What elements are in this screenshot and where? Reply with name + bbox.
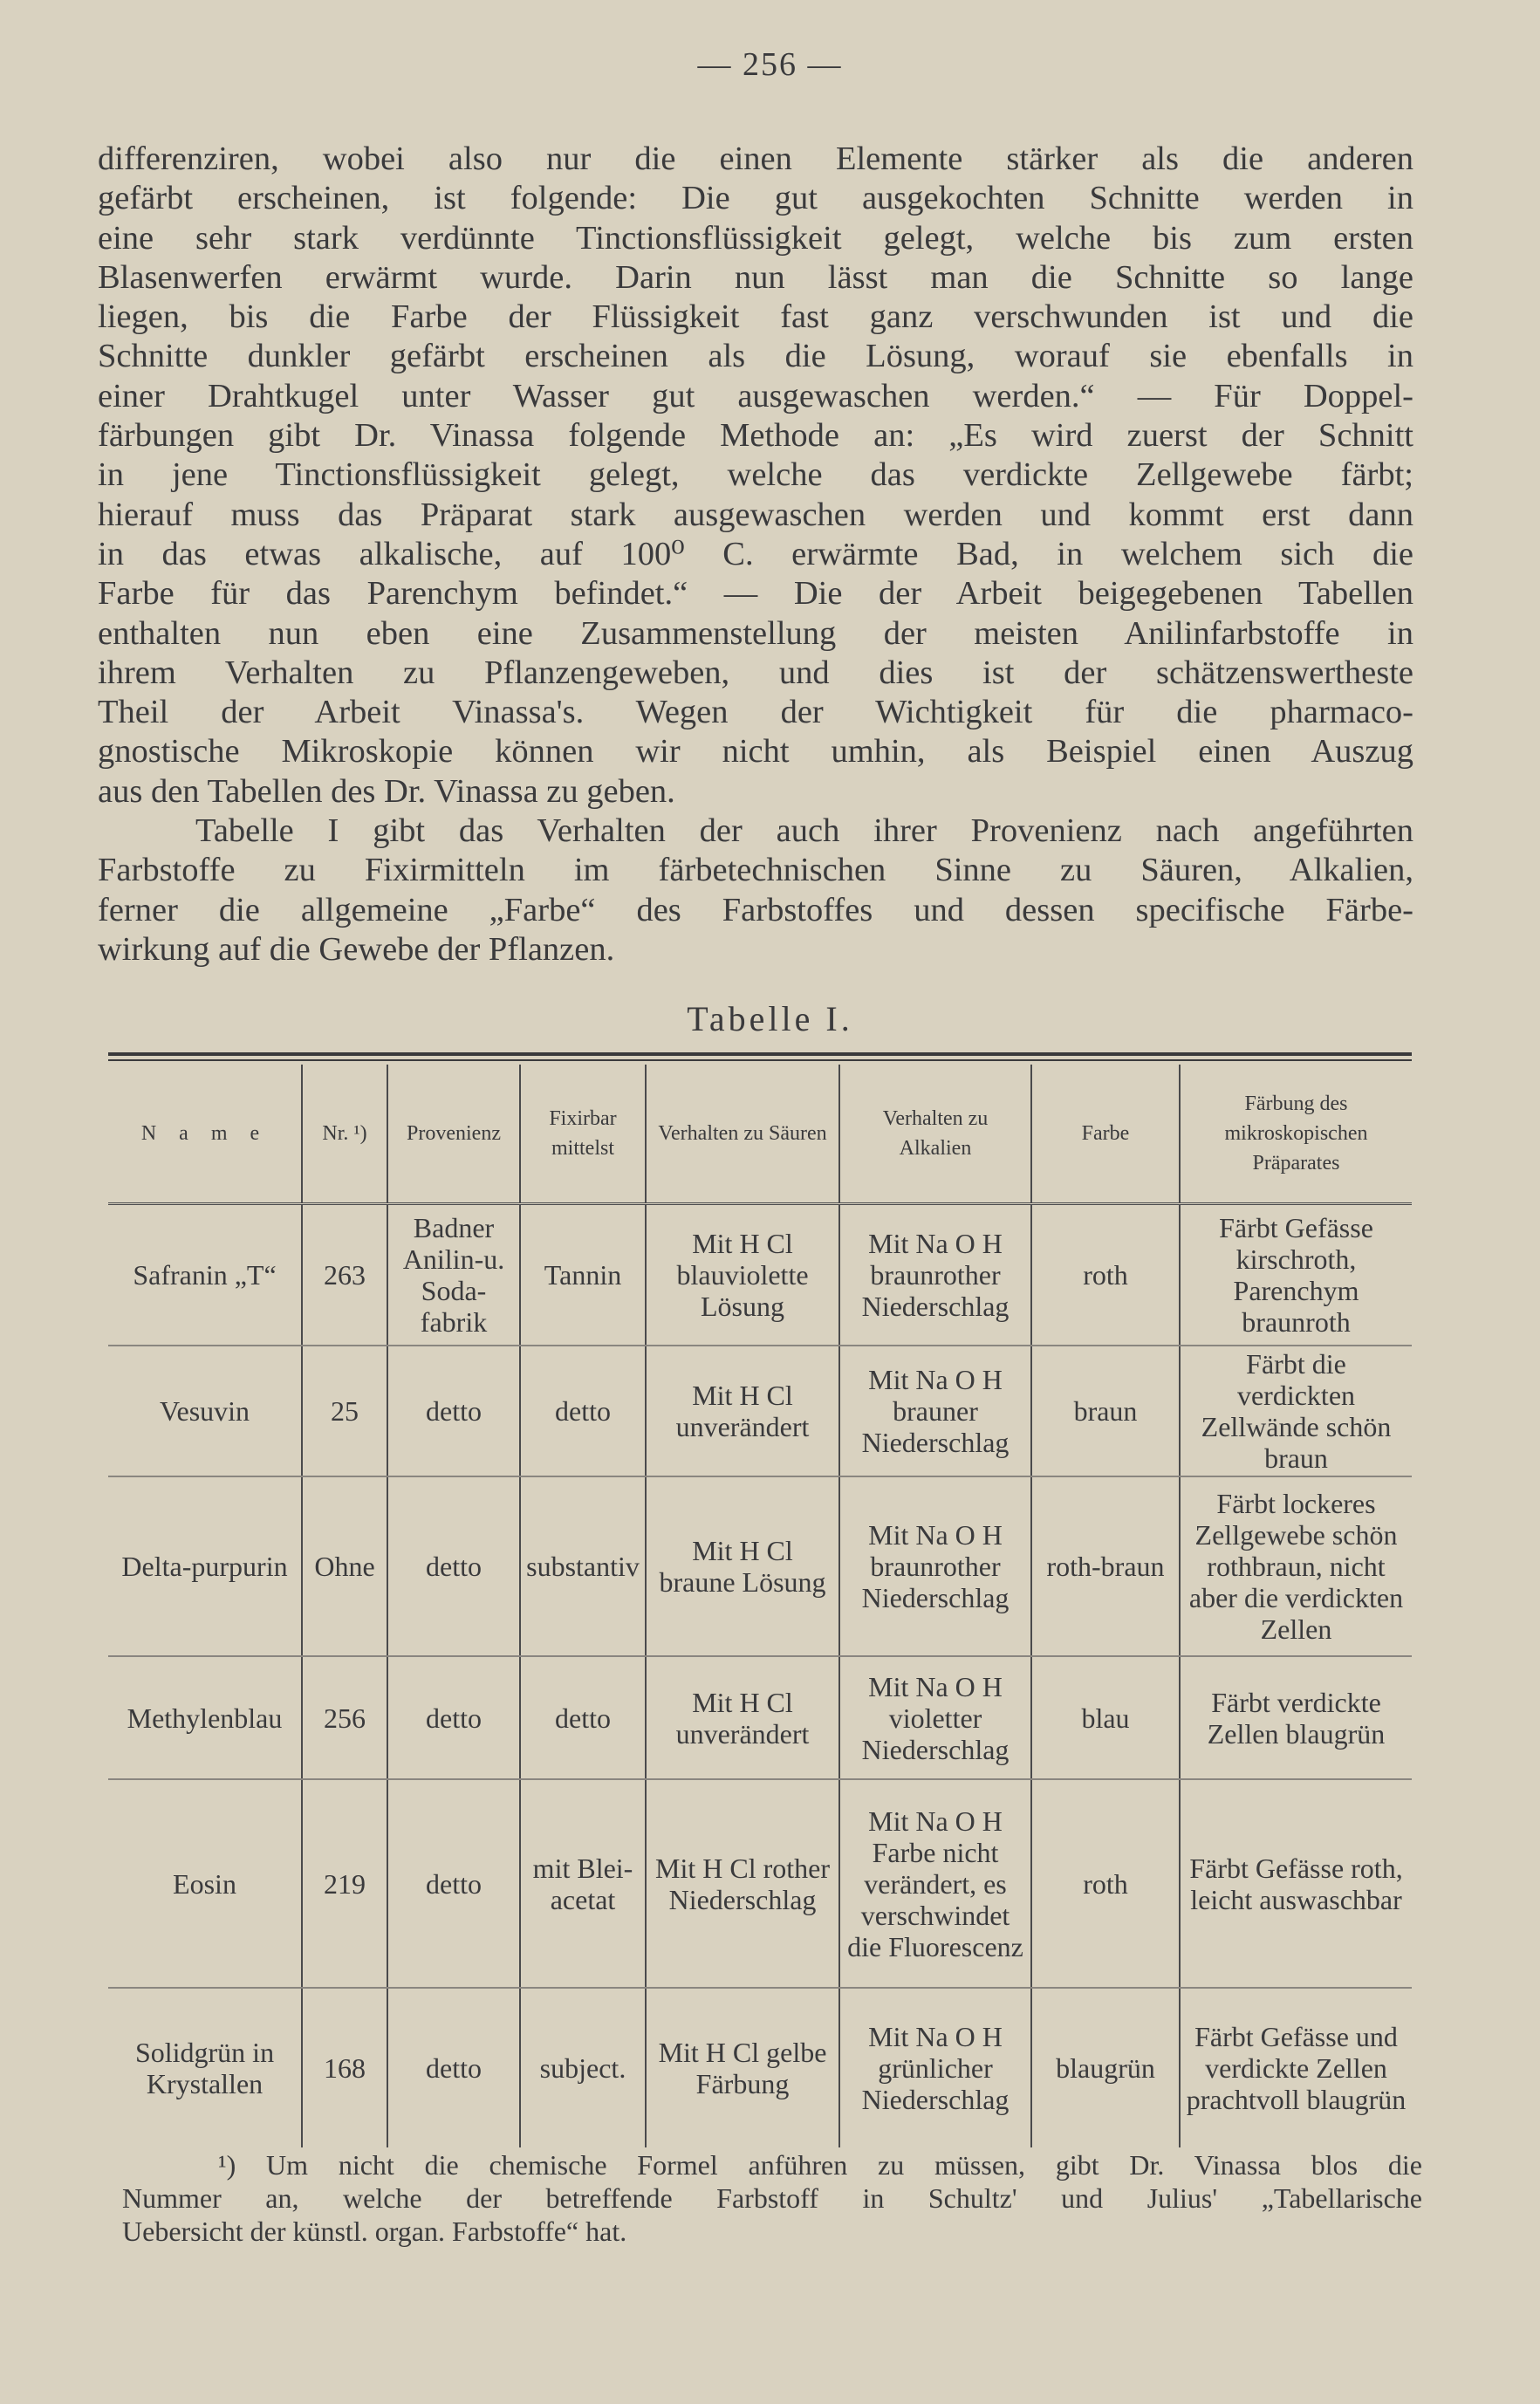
cell-provenance: detto — [387, 1656, 520, 1779]
cell-name: Solidgrün in Krystallen — [134, 2037, 275, 2099]
text-line: gnostische Mikroskopie können wir nicht umhin, als Beispiel einen Auszug — [98, 733, 1413, 771]
text-line: Blasenwerfen erwärmt wurde. Darin nun lässt man die Schnitte so lange — [98, 258, 1413, 296]
header-colour: Farbe — [1031, 1065, 1180, 1204]
cell-alkalis: Mit Na O H Farbe nicht verändert, es verschwindet die Fluorescenz — [839, 1779, 1031, 1988]
cell-colour: roth — [1031, 1204, 1180, 1346]
text-line: enthalten nun eben eine Zusammenstellung der meisten Anilinfarbstoffe in — [98, 614, 1413, 652]
cell-fixing: Tannin — [520, 1204, 646, 1346]
cell-number: 25 — [302, 1346, 387, 1476]
cell-staining: Färbt Gefässe roth, leicht auswaschbar — [1180, 1779, 1412, 1988]
cell-name: Methylenblau — [108, 1656, 302, 1779]
cell-fixing: detto — [520, 1656, 646, 1779]
header-name: N a m e — [108, 1065, 302, 1204]
cell-number: 263 — [302, 1204, 387, 1346]
cell-acids: Mit H Cl unverändert — [646, 1656, 839, 1779]
text-line: differenziren, wobei also nur die einen Elemente stärker als die anderen — [98, 140, 1413, 177]
cell-provenance: detto — [387, 1988, 520, 2147]
table-header-row — [108, 1065, 1412, 1204]
cell-acids: Mit H Cl braune Lösung — [646, 1476, 839, 1656]
cell-number: Ohne — [302, 1476, 387, 1656]
cell-name: Eosin — [108, 1779, 302, 1988]
cell-name: Delta-purpurin — [108, 1476, 302, 1656]
header-fixing: Fixirbar mittelst — [520, 1065, 646, 1204]
text-line: liegen, bis die Farbe der Flüssigkeit fast ganz verschwunden ist und die — [98, 298, 1413, 336]
cell-alkalis: Mit Na O H grünlicher Niederschlag — [839, 1988, 1031, 2147]
header-provenance: Provenienz — [387, 1065, 520, 1204]
cell-name: Safranin „T“ — [108, 1204, 302, 1346]
text-line: Schnitte dunkler gefärbt erscheinen als die Lösung, worauf sie ebenfalls in — [98, 338, 1413, 375]
cell-alkalis: Mit Na O H braunrother Niederschlag — [839, 1476, 1031, 1656]
page-number: — 256 — — [697, 46, 843, 83]
text-line: ihrem Verhalten zu Pflanzengeweben, und dies ist der schätzenswertheste — [98, 654, 1413, 691]
cell-acids: Mit H Cl blauviolette Lösung — [646, 1204, 839, 1346]
cell-staining: Färbt Gefässe kirschroth, Parenchym braunroth — [1180, 1204, 1412, 1346]
cell-staining: Färbt lockeres Zellgewebe schön rothbraun, nicht aber die verdickten Zellen — [1180, 1476, 1412, 1656]
cell-staining: Färbt Gefässe und verdickte Zellen prachtvoll blaugrün — [1180, 1988, 1412, 2147]
cell-colour: roth-braun — [1031, 1476, 1180, 1656]
cell-fixing: detto — [520, 1346, 646, 1476]
cell-number: 219 — [302, 1779, 387, 1988]
footnote-line: Uebersicht der künstl. organ. Farbstoffe“ hat. — [122, 2216, 627, 2247]
text-line: ferner die allgemeine „Farbe“ des Farbstoffes und dessen specifische Färbe- — [98, 891, 1413, 928]
text-line: einer Drahtkugel unter Wasser gut ausgewaschen werden.“ — Für Doppel- — [98, 377, 1413, 414]
table-row — [108, 1346, 1412, 1476]
text-line: eine sehr stark verdünnte Tinctionsflüssigkeit gelegt, welche bis zum ersten — [98, 219, 1413, 257]
table-title: Tabelle I. — [687, 999, 853, 1038]
cell-provenance: detto — [387, 1779, 520, 1988]
header-staining: Färbung des mikroskopischen Präparates — [1180, 1065, 1412, 1204]
text-line: Farbstoffe zu Fixirmitteln im färbetechnischen Sinne zu Säuren, Alkalien, — [98, 852, 1413, 889]
table-row — [108, 1656, 1412, 1779]
cell-colour: roth — [1031, 1779, 1180, 1988]
text-line: Tabelle I gibt das Verhalten der auch ihrer Provenienz nach angeführten — [195, 812, 1413, 850]
cell-provenance: detto — [387, 1346, 520, 1476]
cell-staining: Färbt verdickte Zellen blaugrün — [1180, 1656, 1412, 1779]
text-line: hierauf muss das Präparat stark ausgewaschen werden und kommt erst dann — [98, 496, 1413, 533]
cell-provenance: detto — [387, 1476, 520, 1656]
cell-number: 256 — [302, 1656, 387, 1779]
text-line: Farbe für das Parenchym befindet.“ — Die der Arbeit beigegebenen Tabellen — [98, 575, 1413, 613]
cell-fixing: substantiv — [520, 1476, 646, 1656]
cell-colour: blaugrün — [1031, 1988, 1180, 2147]
table-top-rule — [108, 1052, 1412, 1056]
footnote-line: Nummer an, welche der betreffende Farbstoff in Schultz' und Julius' „Tabellarische — [122, 2182, 1422, 2214]
cell-acids: Mit H Cl rother Niederschlag — [646, 1779, 839, 1988]
text-line: aus den Tabellen des Dr. Vinassa zu geben. — [98, 772, 675, 810]
cell-colour: braun — [1031, 1346, 1180, 1476]
cell-provenance: Badner Anilin-u. Soda-fabrik — [387, 1204, 520, 1346]
cell-staining: Färbt die verdickten Zellwände schön braun — [1180, 1346, 1412, 1476]
header-number: Nr. ¹) — [302, 1065, 387, 1204]
table-row — [108, 1988, 1412, 2147]
text-line: in das etwas alkalische, auf 100⁰ C. erwärmte Bad, in welchem sich die — [98, 535, 1413, 572]
text-line: wirkung auf die Gewebe der Pflanzen. — [98, 930, 615, 968]
cell-alkalis: Mit Na O H braunrother Niederschlag — [839, 1204, 1031, 1346]
table-row — [108, 1476, 1412, 1656]
text-line: Theil der Arbeit Vinassa's. Wegen der Wichtigkeit für die pharmaco- — [98, 694, 1413, 731]
header-alkalis: Verhalten zu Alkalien — [839, 1065, 1031, 1204]
cell-fixing: subject. — [520, 1988, 646, 2147]
dye-table — [108, 1065, 1412, 2147]
cell-acids: Mit H Cl unverändert — [646, 1346, 839, 1476]
footnote-line: ¹) Um nicht die chemische Formel anführen zu müssen, gibt Dr. Vinassa blos die — [218, 2149, 1422, 2181]
cell-fixing: mit Blei-acetat — [520, 1779, 646, 1988]
cell-alkalis: Mit Na O H brauner Niederschlag — [839, 1346, 1031, 1476]
header-acids: Verhalten zu Säuren — [646, 1065, 839, 1204]
table-row — [108, 1204, 1412, 1346]
cell-alkalis: Mit Na O H violetter Niederschlag — [839, 1656, 1031, 1779]
footnote — [122, 2148, 1422, 2248]
text-line: färbungen gibt Dr. Vinassa folgende Methode an: „Es wird zuerst der Schnitt — [98, 417, 1413, 455]
cell-acids: Mit H Cl gelbe Färbung — [646, 1988, 839, 2147]
text-line: gefärbt erscheinen, ist folgende: Die gut ausgekochten Schnitte werden in — [98, 180, 1413, 217]
table-top-rule-thin — [108, 1059, 1412, 1061]
text-line: in jene Tinctionsflüssigkeit gelegt, welche das verdickte Zellgewebe färbt; — [98, 456, 1413, 494]
cell-colour: blau — [1031, 1656, 1180, 1779]
body-text — [98, 140, 1413, 969]
cell-name: Vesuvin — [108, 1346, 302, 1476]
table-row — [108, 1779, 1412, 1988]
cell-number: 168 — [302, 1988, 387, 2147]
